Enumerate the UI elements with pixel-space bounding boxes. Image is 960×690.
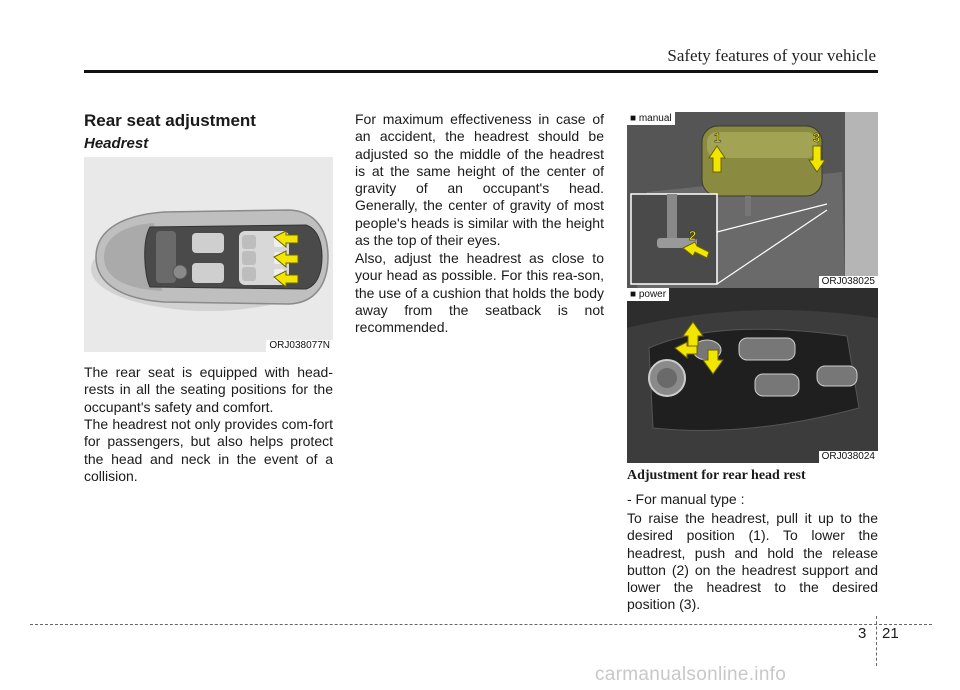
figure-label: ■ manual — [627, 112, 675, 125]
body-paragraph: The rear seat is equipped with head-rests in all the seating positions for the occupant's safety and comfort. — [84, 364, 333, 415]
figure-caption: Adjustment for rear head rest — [627, 468, 806, 483]
section-title: Rear seat adjustment — [84, 111, 256, 130]
body-paragraph: The headrest not only provides com-fort for passengers, but also helps protect the head and neck in the event of a collision. — [84, 416, 333, 484]
running-header: Safety features of your vehicle — [667, 46, 876, 65]
manual-headrest-illustration — [627, 112, 878, 288]
footer-rule — [30, 624, 932, 625]
power-headrest-figure — [627, 288, 878, 463]
watermark: carmanualsonline.info — [595, 664, 787, 685]
figure-code: ORJ038025 — [819, 276, 878, 288]
figure-label: ■ power — [627, 288, 669, 301]
figure-code: ORJ038077N — [266, 340, 333, 352]
car-top-view-illustration — [84, 157, 333, 352]
footer-divider — [876, 616, 877, 666]
car-figure — [84, 157, 333, 352]
manual-headrest-figure — [627, 112, 878, 288]
figure-code: ORJ038024 — [819, 451, 878, 463]
section-subtitle: Headrest — [84, 135, 149, 152]
callout-1: 1 — [714, 130, 722, 145]
header-rule — [84, 70, 878, 73]
body-paragraph: For maximum effectiveness in case of an accident, the headrest should be adjusted so the middle of the headrest is at the same height of the center of gravity of an occupant's head. Generally, the center of gravity of most people's heads is similar with the height as the top of their eyes. — [355, 111, 604, 249]
callout-3: 3 — [813, 130, 821, 145]
body-paragraph: To raise the headrest, pull it up to the desired position (1). To lower the headrest, push and hold the release button (2) on the headrest support and lower the headrest to the desired position (3). — [627, 510, 878, 613]
page-number: 21 — [882, 625, 899, 642]
callout-2: 2 — [689, 228, 697, 243]
body-paragraph: Also, adjust the headrest as close to your head as possible. For this rea-son, the use of a cushion that holds the body away from the seatback is not recommended. — [355, 250, 604, 336]
power-seat-switch-illustration — [627, 288, 878, 463]
chapter-number: 3 — [858, 625, 867, 642]
manual-type-heading: - For manual type : — [627, 491, 745, 507]
